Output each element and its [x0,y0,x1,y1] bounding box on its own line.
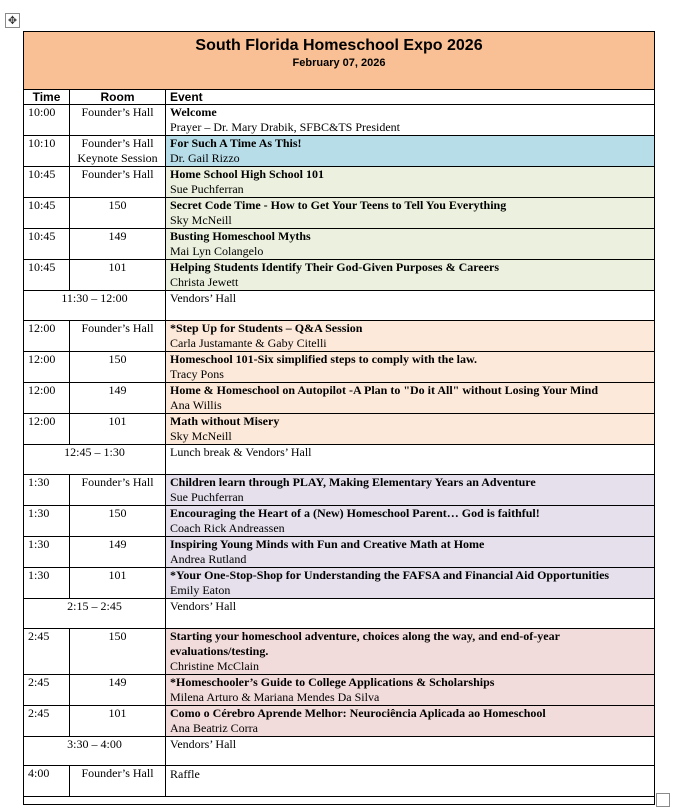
session-title: *Homeschooler’s Guide to College Applications & Scholarships [170,675,495,689]
break-row [24,445,655,475]
session-speaker: Dr. Gail Rizzo [170,151,240,165]
room-cell[interactable] [70,629,166,675]
event-cell[interactable] [166,506,655,537]
session-row [24,506,655,537]
column-header-room: Room [70,90,166,105]
room-cell[interactable] [70,414,166,445]
event-cell[interactable] [166,105,655,136]
break-event-cell[interactable]: Vendors’ Hall [166,737,655,766]
session-row [24,706,655,737]
event-cell[interactable] [166,706,655,737]
room-cell[interactable] [70,706,166,737]
break-event-cell[interactable]: Vendors’ Hall [166,599,655,629]
room-name: Founder’s Hall [81,766,154,780]
room-name: Founder’s Hall [81,475,154,489]
room-cell[interactable] [70,766,166,797]
time-cell[interactable]: 10:45 [24,198,70,229]
time-cell[interactable]: 2:45 [24,675,70,706]
event-cell[interactable] [166,136,655,167]
room-name: 101 [108,260,127,274]
room-name: Founder’s Hall [81,105,154,119]
event-cell[interactable] [166,321,655,352]
time-cell[interactable]: 1:30 [24,475,70,506]
room-name: 150 [108,352,127,366]
event-cell[interactable] [166,629,655,675]
agenda-table [23,31,655,805]
event-cell[interactable] [166,383,655,414]
break-time-cell[interactable]: 12:45 – 1:30 [24,445,166,475]
session-title: Home School High School 101 [170,167,325,181]
room-cell[interactable] [70,229,166,260]
time-cell[interactable]: 12:00 [24,352,70,383]
room-cell[interactable] [70,675,166,706]
session-title: Inspiring Young Minds with Fun and Creative Math at Home [170,537,485,551]
session-title: Secret Code Time - How to Get Your Teens to Tell You Everything [170,198,507,212]
session-row [24,766,655,797]
break-time-cell[interactable]: 11:30 – 12:00 [24,291,166,321]
event-cell[interactable] [166,766,655,797]
column-header-time: Time [24,90,70,105]
event-date: February 07, 2026 [292,57,386,69]
session-title: *Your One-Stop-Shop for Understanding the FAFSA and Financial Aid Opportunities [170,568,610,582]
time-cell[interactable]: 10:45 [24,260,70,291]
event-cell[interactable] [166,414,655,445]
session-row [24,568,655,599]
room-cell[interactable] [70,506,166,537]
table-footer-cell [24,797,655,805]
break-event-cell[interactable]: Lunch break & Vendors’ Hall [166,445,655,475]
session-title: Home & Homeschool on Autopilot -A Plan to "Do it All" without Losing Your Mind [170,383,599,397]
title-row [24,32,655,90]
room-name: 150 [108,198,127,212]
time-cell[interactable]: 1:30 [24,537,70,568]
room-name: Founder’s Hall [81,167,154,181]
room-name: 149 [108,383,127,397]
table-resize-handle[interactable] [656,793,670,807]
room-cell[interactable] [70,260,166,291]
session-speaker: Tracy Pons [170,367,224,381]
session-speaker: Ana Willis [170,398,222,412]
break-row [24,291,655,321]
room-name: 101 [108,568,127,582]
event-cell[interactable] [166,229,655,260]
column-header-event: Event [166,90,655,105]
room-name: 149 [108,675,127,689]
table-footer-row [24,797,655,805]
time-cell[interactable]: 12:00 [24,321,70,352]
session-speaker: Milena Arturo & Mariana Mendes Da Silva [170,690,380,704]
room-cell[interactable] [70,167,166,198]
session-row [24,136,655,167]
session-speaker: Sky McNeill [170,429,232,443]
column-header-row [24,90,655,105]
time-cell[interactable]: 10:10 [24,136,70,167]
room-note: Keynote Session [77,151,158,165]
event-cell[interactable] [166,537,655,568]
break-row [24,737,655,766]
event-cell[interactable] [166,167,655,198]
session-row [24,167,655,198]
room-cell[interactable] [70,198,166,229]
session-row [24,321,655,352]
event-text: Raffle [170,767,200,781]
room-cell[interactable] [70,352,166,383]
session-row [24,414,655,445]
session-row [24,629,655,675]
session-speaker: Coach Rick Andreassen [170,521,285,535]
session-speaker: Christa Jewett [170,275,239,289]
session-speaker: Sue Puchferran [170,490,244,504]
session-title: Como o Cérebro Aprende Melhor: Neurociência Aplicada ao Homeschool [170,706,546,720]
session-title: For Such A Time As This! [170,136,302,150]
title-cell [24,32,655,90]
session-row [24,383,655,414]
session-title: Math without Misery [170,414,280,428]
session-row [24,352,655,383]
room-cell[interactable] [70,105,166,136]
time-cell[interactable]: 10:45 [24,167,70,198]
table-move-handle-icon[interactable]: ✥ [5,13,20,28]
time-cell[interactable]: 10:00 [24,105,70,136]
time-cell[interactable]: 4:00 [24,766,70,797]
session-speaker: Emily Eaton [170,583,231,597]
session-speaker: Sue Puchferran [170,182,244,196]
event-cell[interactable] [166,475,655,506]
session-speaker: Carla Justamante & Gaby Citelli [170,336,327,350]
page-title: South Florida Homeschool Expo 2026 [195,37,483,54]
event-cell[interactable] [166,352,655,383]
break-event-cell[interactable]: Vendors’ Hall [166,291,655,321]
room-cell[interactable] [70,136,166,167]
break-row [24,599,655,629]
session-title: *Step Up for Students – Q&A Session [170,321,363,335]
session-title: Busting Homeschool Myths [170,229,311,243]
session-speaker: Sky McNeill [170,213,232,227]
time-cell[interactable]: 10:45 [24,229,70,260]
time-cell[interactable]: 12:00 [24,414,70,445]
room-cell[interactable] [70,537,166,568]
room-cell[interactable] [70,475,166,506]
time-cell[interactable]: 1:30 [24,568,70,599]
time-cell[interactable]: 12:00 [24,383,70,414]
text-cursor [654,438,655,454]
event-cell[interactable] [166,675,655,706]
session-row [24,198,655,229]
room-name: 150 [108,506,127,520]
session-speaker: Christine McClain [170,659,259,673]
session-row [24,475,655,506]
event-cell[interactable] [166,568,655,599]
time-cell[interactable]: 2:45 [24,629,70,675]
session-speaker: Mai Lyn Colangelo [170,244,264,258]
time-cell[interactable]: 2:45 [24,706,70,737]
session-row [24,260,655,291]
break-time-cell[interactable]: 3:30 – 4:00 [24,737,166,766]
event-cell[interactable] [166,198,655,229]
session-row [24,229,655,260]
session-title: Helping Students Identify Their God-Given Purposes & Careers [170,260,500,274]
room-name: 149 [108,537,127,551]
session-title: Homeschool 101-Six simplified steps to comply with the law. [170,352,478,366]
room-cell[interactable] [70,568,166,599]
session-speaker: Ana Beatriz Corra [170,721,258,735]
session-speaker: Prayer – Dr. Mary Drabik, SFBC&TS President [170,120,400,134]
room-cell[interactable] [70,383,166,414]
time-cell[interactable]: 1:30 [24,506,70,537]
room-name: 101 [108,414,127,428]
event-cell[interactable] [166,260,655,291]
room-name: Founder’s Hall [81,136,154,150]
session-title: Welcome [170,105,217,119]
session-title: Starting your homeschool adventure, choices along the way, and end-of-year evaluations/testing. [170,629,560,658]
session-row [24,537,655,568]
room-name: 150 [108,629,127,643]
room-name: Founder’s Hall [81,321,154,335]
room-cell[interactable] [70,321,166,352]
session-speaker: Andrea Rutland [170,552,247,566]
session-row [24,675,655,706]
session-title: Encouraging the Heart of a (New) Homeschool Parent… God is faithful! [170,506,540,520]
session-title: Children learn through PLAY, Making Elementary Years an Adventure [170,475,536,489]
session-row [24,105,655,136]
break-time-cell[interactable]: 2:15 – 2:45 [24,599,166,629]
room-name: 149 [108,229,127,243]
room-name: 101 [108,706,127,720]
